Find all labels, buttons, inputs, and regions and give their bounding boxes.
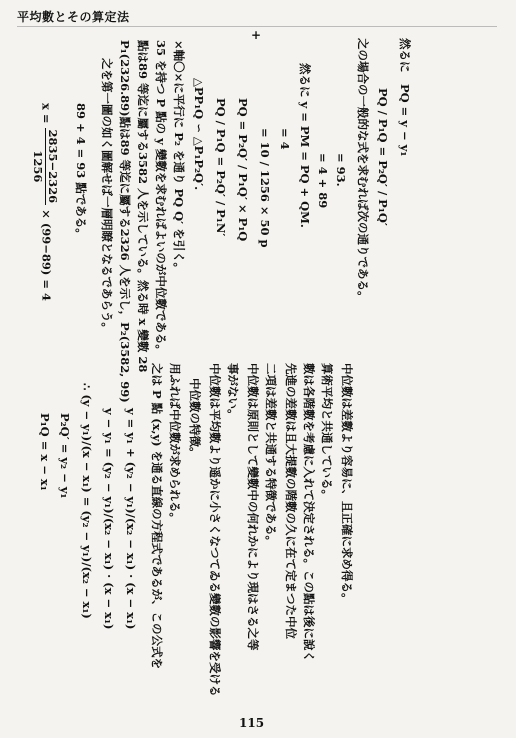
- eq1-denominator: 1256: [31, 150, 45, 183]
- section-title-median-features: 中位數の特徴。: [188, 378, 202, 459]
- equation-1: [31, 103, 60, 301]
- eq1-numerator: 2835−2326: [46, 129, 60, 204]
- ratio-4: = 4: [278, 128, 292, 150]
- ratio-1: PQ / P₁Q = P₂Q′ / P₁N′: [214, 98, 228, 237]
- eq1-result: 89 + 4 = 93 點である。: [74, 103, 88, 240]
- para-line-5: ×軸〇×に平行に P₂ を通り PQ Q′ を引く。: [172, 40, 186, 274]
- right-text-6: 中位數は原則として變數中の何れかにより現はさる之等: [246, 363, 260, 651]
- para-line-3: 點は89 等迄に屬する3582 人を示している。然る時 x 變數 28: [136, 40, 150, 373]
- eq1-lhs: x =: [39, 103, 54, 124]
- para-line-1: 之を第一圖の如く圖解せば一層明瞭となるであらう。: [100, 58, 114, 334]
- right-text-5: 事がない。: [226, 363, 240, 421]
- rotated-page-body: [18, 18, 498, 698]
- center-mark: +: [251, 28, 262, 42]
- right-eq-2: P₂Q′ = y₂ − y₁: [58, 413, 72, 499]
- right-text-7: 二項は差數と共通する特徴である。: [264, 363, 278, 547]
- then-1: 然るに y = PM = PQ + QM.: [298, 63, 312, 228]
- page-header: 平均數とその算定法: [17, 10, 130, 24]
- right-text-4: 中位數は平均數より遥かに小さくなつてゐる變數の影響を受ける: [208, 363, 222, 697]
- para-line-2: P₁(2326.89)點は89 等迄に屬する2326 人を示し，P₂(3582, 99): [118, 40, 132, 403]
- right-eq-5: y = y₁ + (y₂ − y₁)/(x₂ − x₁) · (x − x₁): [124, 408, 138, 630]
- right-eq-3: ∴ (y − y₁)/(x − x₁) = (y₂ − y₁)/(x₂ − x₁): [80, 383, 94, 619]
- right-text-11: 中位數は差數より容易に、且正確に求め得る。: [340, 363, 354, 605]
- similar-triangles: △PP₁Q ∽ △P₁P₂Q′.: [192, 78, 206, 191]
- right-text-8: 先進の差數は且大提數の階數の久に在て定まつた中位: [284, 363, 298, 639]
- right-text-10: 算術平均と共通している。: [320, 363, 334, 501]
- then-2: = 4 + 89: [316, 153, 330, 209]
- then-3: = 93.: [334, 153, 348, 187]
- right-eq-1: P₁Q = x − x₁: [38, 413, 52, 491]
- then-4: 然るに PQ = y − y₁: [398, 38, 412, 157]
- general-form-intro: 之の場合の一般的な式を求むれば次の通りである。: [356, 38, 370, 303]
- para-line-4: 35 を持つ P 點の y 變數を求むればよいのが中位數である。: [154, 40, 168, 356]
- eq1-tail: × (99−89) = 4: [39, 209, 54, 301]
- right-text-1: 之は P 點 (x,y) を通る直線の方程式であるが、この公式を: [150, 363, 164, 670]
- right-text-2: 用ふれば中位數が求められる。: [168, 363, 182, 524]
- right-text-9: 數は各階數を考慮に入れて決定される。この點は後に說く: [302, 363, 316, 662]
- right-eq-4: y − y₁ = (y₂ − y₁)/(x₂ − x₁) · (x − x₁): [102, 408, 116, 630]
- ratio-2: PQ = P₂Q′ / P₁Q′ × P₁Q: [236, 98, 250, 242]
- page-number: 115: [239, 716, 265, 730]
- general-equation: PQ / P₁Q = P₂Q′ / P₁Q′: [376, 88, 390, 226]
- ratio-3: = 10 / 1256 × 50 p: [258, 128, 272, 248]
